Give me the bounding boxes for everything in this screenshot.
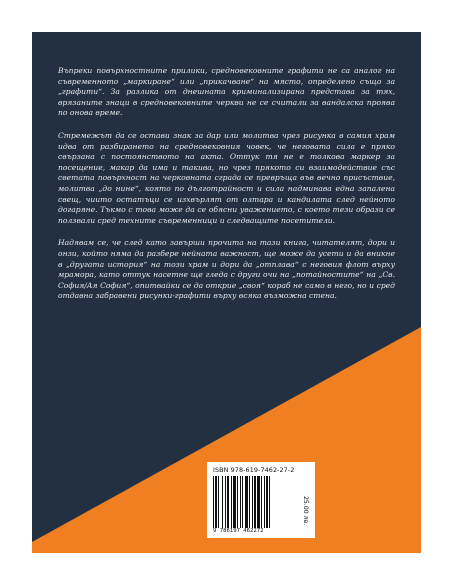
isbn-number: ISBN 978-619-7462-27-2 xyxy=(213,466,295,474)
paragraph-1: Въпреки повърхностните прилики, средновековните графити не са аналог на съвременното „маркиране“ или „прикачване“ на място, определено също за „графити“. За разлика от днешната криминализирана представа за тях, врязаните знаци в средновековните черкви не се считали за вандалска проява по онова време. xyxy=(58,66,395,118)
barcode-icon xyxy=(213,476,295,528)
paragraph-2: Стремежът да се остави знак за дар или молитва чрез рисунка в самия храм идва от разбирането на средновековния човек, че неговата сила е пряко свързана с постоянството на акта. Оттук тя не е толкова маркер за посещение, макар да има и такива, но чрез прякото си взаимодействие със светата повърхност на черковната сграда се превръща във вечно присъствие, молитва „до нине“, която по дълготрайност и сила надминава една запалена свещ, чиито остатъци се изхвърлят от олтара и кандилата след нейното догаряне. Тъкмо с това може да се обясни уважението, с което тези образи се ползвали сред техните съвременници и следващите посетители. xyxy=(58,130,395,225)
paragraph-3: Надявам се, че след като завърши прочита на тази книга, читателят, дори и онзи, който няма да разбере нейната важност, ще може да усети и да вникне в „другата история“ на този храм и дори да „отплава“ с неговия флот върху мрамора, като оттук насетне ще гледа с други очи на „потайностите“ на „Св. София/Ая София“, опитвайки се да открие „своя“ кораб не само в него, но и сред отдавна забравени рисунки-графити върху всяка възможна стена. xyxy=(58,238,395,301)
barcode-digits: 9 786197 462272 xyxy=(213,528,264,534)
barcode-label xyxy=(207,462,315,538)
price-label: 25.00 лв. xyxy=(302,496,309,526)
back-cover-text xyxy=(58,66,395,314)
book-back-cover xyxy=(32,32,421,553)
